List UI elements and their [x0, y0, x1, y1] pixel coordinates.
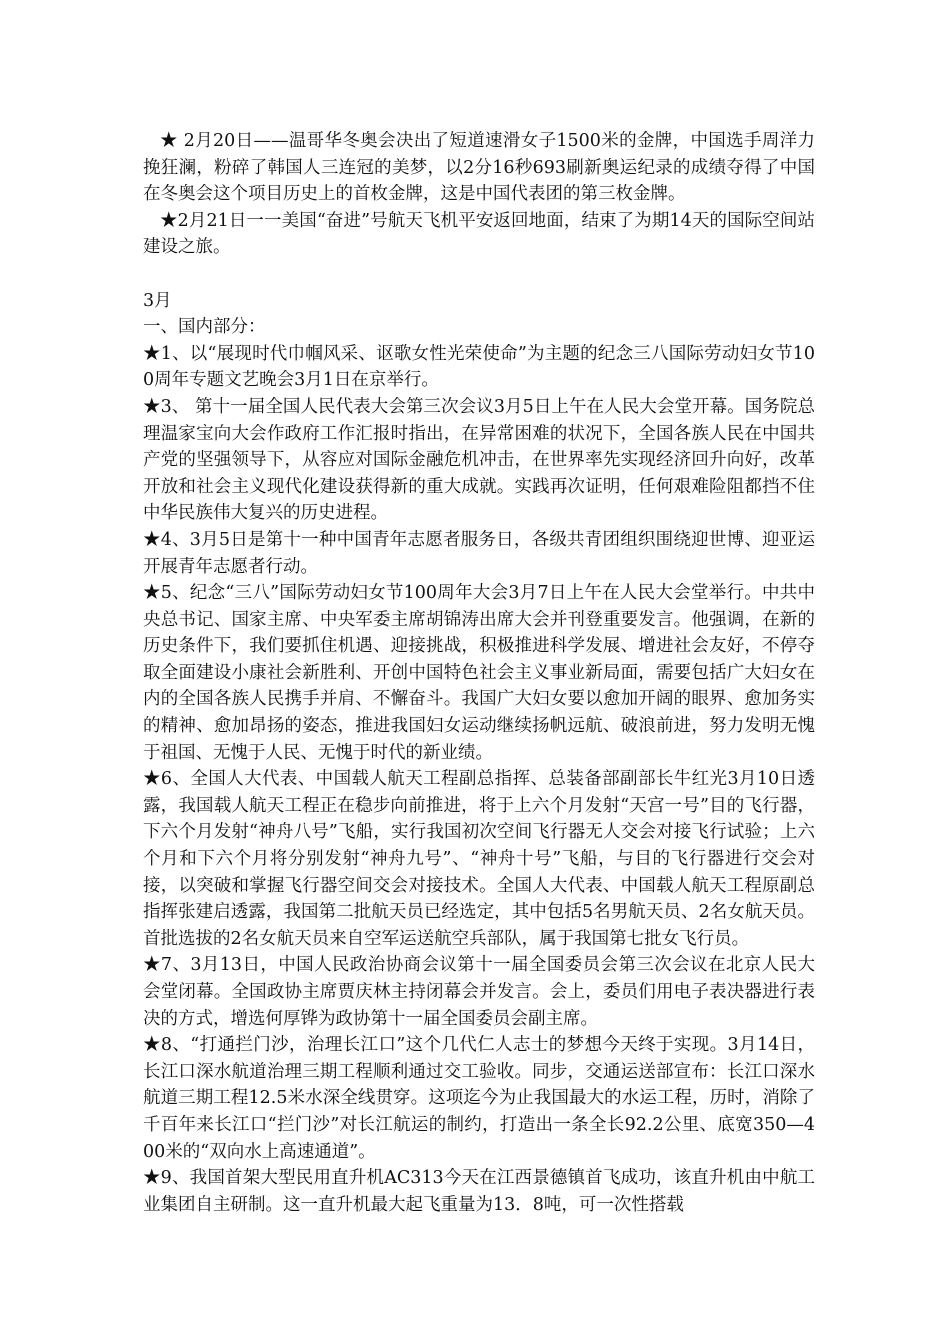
list-item: ★1、以“展现时代巾帼风采、讴歌女性光荣使命”为主题的纪念三八国际劳动妇女节100周年专题文艺晚会3月1日在京举行。: [143, 343, 815, 391]
list-item: ★9、我国首架大型民用直升机AC313今天在江西景德镇首飞成功，该直升机由中航工业集团自主研制。这一直升机最大起飞重量为13．8吨，可一次性搭载: [143, 1168, 815, 1215]
list-item: ★4、3月5日是第十一种中国青年志愿者服务日，各级共青团组织围绕迎世博、迎亚运开展青年志愿者行动。: [143, 529, 815, 577]
list-item: ★7、3月13日，中国人民政治协商会议第十一届全国委员会第三次会议在北京人民大会堂闭幕。全国政协主席贾庆林主持闭幕会并发言。会上，委员们用电子表决器进行表决的方式，增选何厚铧为政协第十一届全国委员会副主席。: [143, 955, 815, 1029]
list-item: ★5、纪念“三八”国际劳动妇女节100周年大会3月7日上午在人民大会堂举行。中共中央总书记、国家主席、中央军委主席胡锦涛出席大会并刊登重要发言。他强调，在新的历史条件下，我们要抓住机遇、迎接挑战，积极推进科学发展、增进社会友好，不停夺取全面建设小康社会新胜利、开创中国特色社会主义事业新局面，需要包括广大妇女在内的全国各族人民携手并肩、不懈奋斗。我国广大妇女要以愈加开阔的眼界、愈加务实的精神、愈加昂扬的姿态，推进我国妇女运动继续扬帆远航、破浪前进，努力发明无愧于祖国、无愧于人民、无愧于时代的新业绩。: [143, 583, 815, 763]
paragraph-feb-20: ★ 2月20日——温哥华冬奥会决出了短道速滑女子1500米的金牌，中国选手周洋力挽狂澜，粉碎了韩国人三连冠的美梦，以2分16秒693刷新奥运纪录的成绩夺得了中国在冬奥会这个项目历史上的首枚金牌，这是中国代表团的第三枚金牌。: [143, 131, 815, 205]
paragraph-feb-21: ★2月21日一一美国“奋进”号航天飞机平安返回地面，结束了为期14天的国际空间站建设之旅。: [143, 210, 815, 258]
blank-line: [143, 261, 815, 288]
list-item: ★3、 第十一届全国人民代表大会第三次会议3月5日上午在人民大会堂开幕。国务院总理温家宝向大会作政府工作汇报时指出，在异常困难的状况下，全国各族人民在中国共产党的坚强领导下，从容应对国际金融危机冲击，在世界率先实现经济回升向好，改革开放和社会主义现代化建设获得新的重大成就。实践再次证明，任何艰难险阻都挡不住中华民族伟大复兴的历史进程。: [143, 396, 815, 524]
list-item: ★8、“打通拦门沙，治理长江口”这个几代仁人志士的梦想今天终于实现。3月14日，长江口深水航道治理三期工程顺利通过交工验收。同步，交通运送部宣布：长江口深水航道三期工程12.5米水深全线贯穿。这项迄今为止我国最大的水运工程，历时，消除了千百年来长江口“拦门沙”对长江航运的制约，打造出一条全长92.2公里、底宽350—400米的“双向水上高速通道”。: [143, 1035, 815, 1162]
document-page: [143, 128, 815, 1218]
list-item: ★6、全国人大代表、中国载人航天工程副总指挥、总装备部副部长牛红光3月10日透露，我国载人航天工程正在稳步向前推进，将于上六个月发射“天宫一号”目的飞行器，下六个月发射“神舟八号”飞船，实行我国初次空间飞行器无人交会对接飞行试验；上六个月和下六个月将分别发射“神舟九号”、“神舟十号”飞船，与目的飞行器进行交会对接，以突破和掌握飞行器空间交会对接技术。全国人大代表、中国载人航天工程原副总指挥张建启透露，我国第二批航天员已经选定，其中包括5名男航天员、2名女航天员。首批选拔的2名女航天员来自空军运送航空兵部队，属于我国第七批女飞行员。: [143, 769, 815, 949]
month-heading: 3月: [143, 290, 172, 311]
section-heading: 一、国内部分：: [143, 317, 266, 338]
